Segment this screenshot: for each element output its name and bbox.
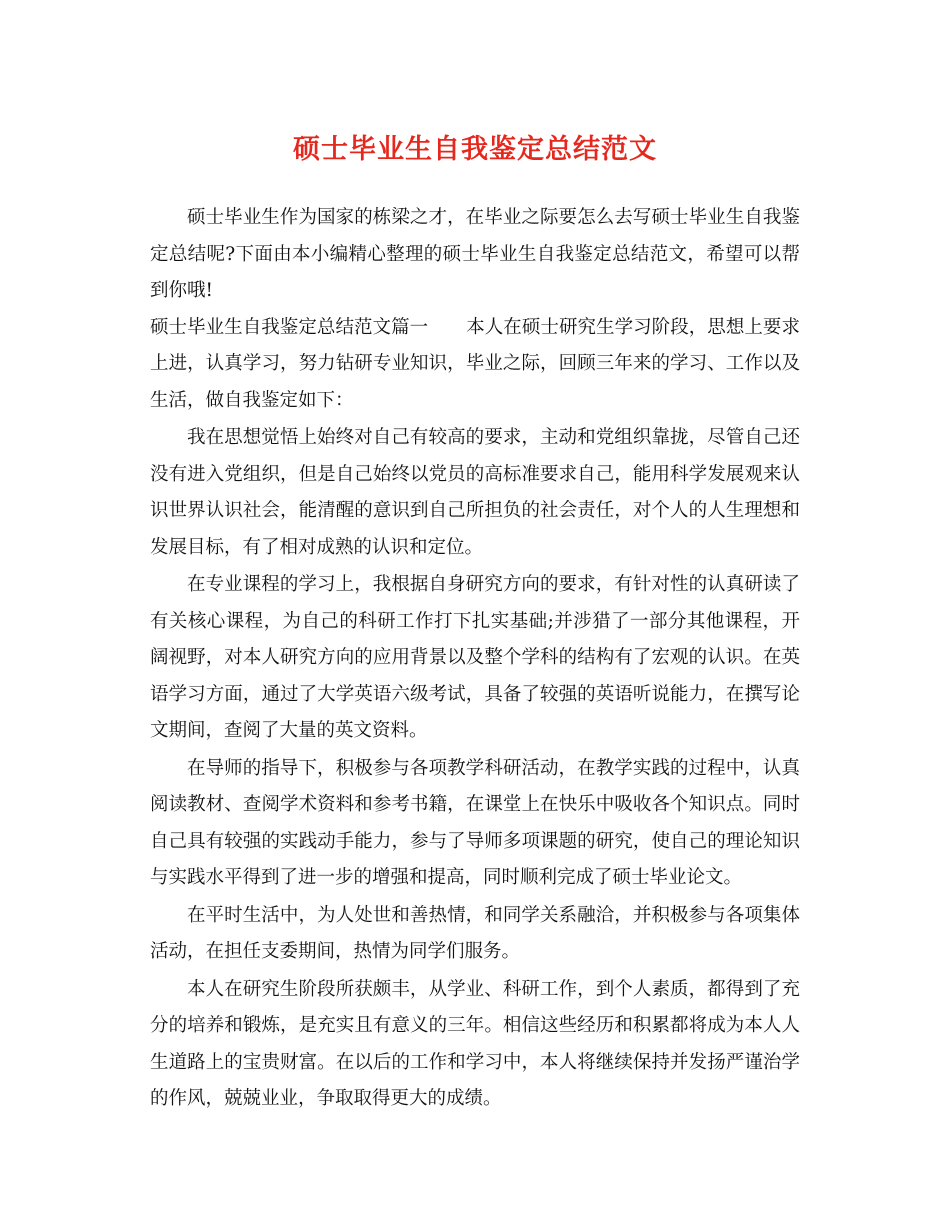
section-paragraph [150,310,800,420]
intro-paragraph: 硕士毕业生作为国家的栋梁之才，在毕业之际要怎么去写硕士毕业生自我鉴定总结呢?下面由本小编精心整理的硕士毕业生自我鉴定总结范文，希望可以帮到你哦! [150,207,800,301]
body-paragraph-3: 在导师的指导下，积极参与各项教学科研活动，在教学实践的过程中，认真阅读教材、查阅学术资料和参考书籍，在课堂上在快乐中吸收各个知识点。同时自己具有较强的实践动手能力，参与了导师多项课题的研究，使自己的理论知识与实践水平得到了进一步的增强和提高，同时顺利完成了硕士毕业论文。 [150,757,800,888]
body-paragraph-1: 我在思想觉悟上始终对自己有较高的要求，主动和党组织靠拢，尽管自己还没有进入党组织，但是自己始终以党员的高标准要求自己，能用科学发展观来认识世界认识社会，能清醒的意识到自己所担负的社会责任，对个人的人生理想和发展目标，有了相对成熟的认识和定位。 [150,427,800,558]
body-paragraph-5: 本人在研究生阶段所获颇丰，从学业、科研工作，到个人素质，都得到了充分的培养和锻炼，是充实且有意义的三年。相信这些经历和积累都将成为本人人生道路上的宝贵财富。在以后的工作和学习中，本人将继续保持并发扬严谨治学的作风，兢兢业业，争取取得更大的成绩。 [150,978,800,1109]
section-heading: 硕士毕业生自我鉴定总结范文篇一 [150,316,429,338]
body-paragraph-2: 在专业课程的学习上，我根据自身研究方向的要求，有针对性的认真研读了有关核心课程，为自己的科研工作打下扎实基础;并涉猎了一部分其他课程，开阔视野，对本人研究方向的应用背景以及整个学科的结构有了宏观的认识。在英语学习方面，通过了大学英语六级考试，具备了较强的英语听说能力，在撰写论文期间，查阅了大量的英文资料。 [150,574,800,741]
document-body [150,200,800,1118]
section-first-text: 本人在硕士研究生学习阶段，思想上要求上进，认真学习，努力钻研专业知识，毕业之际，回顾三年来的学习、工作以及生活，做自我鉴定如下： [150,316,800,411]
body-paragraph-4: 在平时生活中，为人处世和善热情，和同学关系融洽，并积极参与各项集体活动，在担任支委期间，热情为同学们服务。 [150,904,800,962]
document-title: 硕士毕业生自我鉴定总结范文 [293,134,657,165]
